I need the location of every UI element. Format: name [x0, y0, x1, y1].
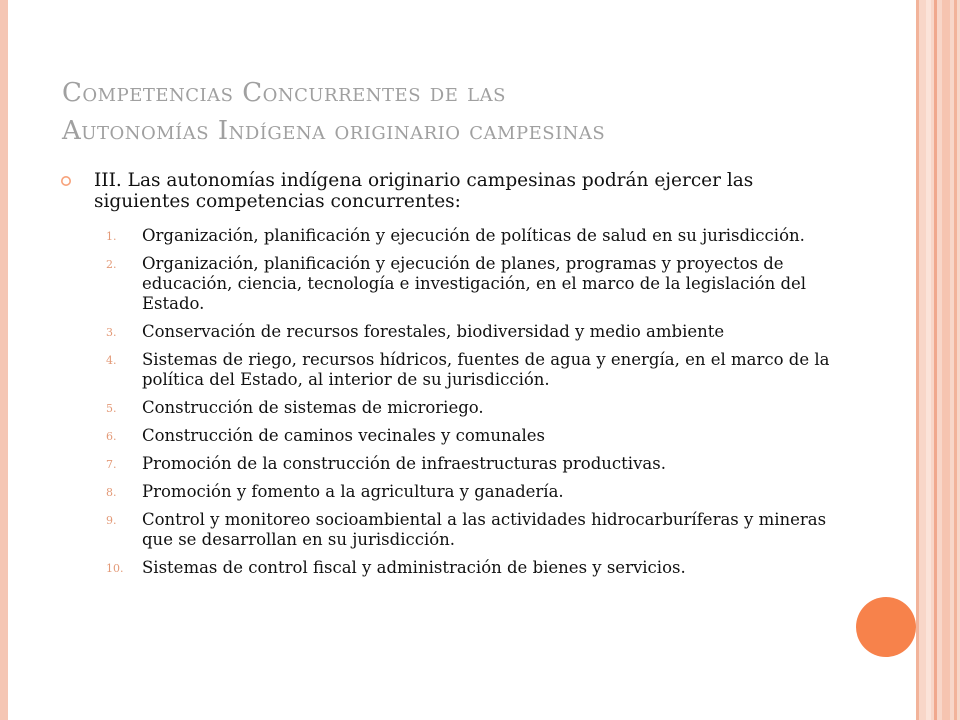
list-item — [60, 510, 840, 550]
list-item-text: Promoción de la construcción de infraestructuras productivas. — [142, 454, 666, 473]
list-item-text: Construcción de sistemas de microriego. — [142, 398, 484, 417]
list-item-number: 2. — [106, 258, 117, 271]
list-item-number: 9. — [106, 514, 117, 527]
title-line-1: Competencias Concurrentes de las — [62, 78, 506, 108]
competencies-list — [60, 226, 840, 578]
orange-circle-decoration — [856, 597, 916, 657]
list-item-number: 5. — [106, 402, 117, 415]
list-item-text: Conservación de recursos forestales, biodiversidad y medio ambiente — [142, 322, 725, 341]
list-item — [60, 482, 840, 502]
stripe — [942, 0, 950, 720]
list-item — [60, 454, 840, 474]
stripe — [934, 0, 937, 720]
list-item-text: Construcción de caminos vecinales y comunales — [142, 426, 546, 445]
list-item — [60, 426, 840, 446]
list-item-number: 4. — [106, 354, 117, 367]
list-item — [60, 226, 840, 246]
list-item-number: 8. — [106, 486, 117, 499]
list-item — [60, 350, 840, 390]
slide-content — [60, 170, 840, 586]
stripe — [954, 0, 957, 720]
intro-text: III. Las autonomías indígena originario campesinas podrán ejercer las siguientes competencias concurrentes: — [94, 170, 754, 212]
title-line-2: Autonomías Indígena originario campesinas — [62, 116, 606, 146]
list-item-text: Control y monitoreo socioambiental a las actividades hidrocarburíferas y mineras que se desarrollan en su jurisdicción. — [142, 510, 827, 549]
stripe — [916, 0, 919, 720]
list-item-text: Sistemas de control fiscal y administración de bienes y servicios. — [142, 558, 686, 577]
ring-bullet-icon — [60, 175, 72, 187]
list-item — [60, 322, 840, 342]
list-item — [60, 254, 840, 314]
list-item — [60, 558, 840, 578]
intro-bullet — [60, 170, 840, 212]
list-item-text: Promoción y fomento a la agricultura y ganadería. — [142, 482, 564, 501]
list-item-number: 3. — [106, 326, 117, 339]
list-item-text: Organización, planificación y ejecución de planes, programas y proyectos de educación, ciencia, tecnología e investigación, en el marco de la legislación del Estado. — [142, 254, 807, 313]
list-item-number: 7. — [106, 458, 117, 471]
list-item-number: 1. — [106, 230, 117, 243]
list-item-text: Organización, planificación y ejecución de políticas de salud en su jurisdicción. — [142, 226, 805, 245]
right-stripes-decoration — [916, 0, 960, 720]
stripe — [926, 0, 931, 720]
list-item-number: 10. — [106, 562, 124, 575]
list-item-text: Sistemas de riego, recursos hídricos, fuentes de agua y energía, en el marco de la política del Estado, al interior de su jurisdicción. — [142, 350, 830, 389]
left-border-decoration — [0, 0, 8, 720]
list-item-number: 6. — [106, 430, 117, 443]
slide-title — [62, 74, 862, 150]
list-item — [60, 398, 840, 418]
